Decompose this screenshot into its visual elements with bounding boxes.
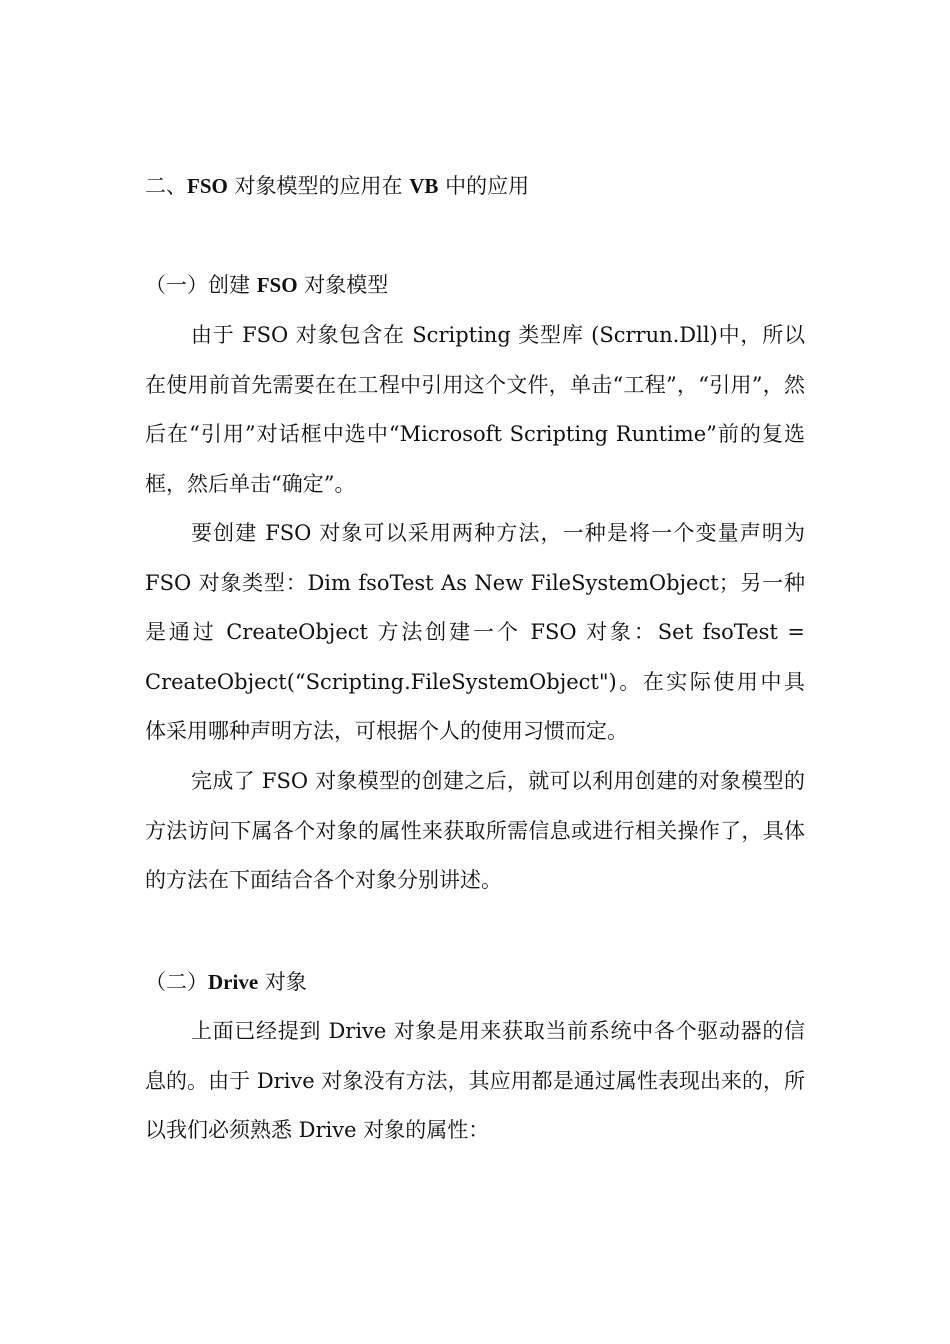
subsection2-bold: Drive [208, 970, 259, 994]
subsection-heading-create-fso [145, 270, 388, 300]
section-heading-vb: VB [409, 174, 439, 198]
subsection-heading-drive [145, 967, 307, 997]
section-heading-prefix: 二、 [145, 174, 187, 198]
subsection2-suffix: 对象 [258, 970, 307, 994]
subsection1-prefix: （一）创建 [145, 273, 257, 297]
paragraph-reference-library: 由于 FSO 对象包含在 Scripting 类型库 (Scrrun.Dll)中，所以在使用前首先需要在在工程中引用这个文件，单击“工程”，“引用”，然后在“引用”对话框中选中“Microsoft Scripting Runtime”前的复选框，然后单击“确定”。 [145, 323, 805, 496]
paragraph-create-methods: 要创建 FSO 对象可以采用两种方法，一种是将一个变量声明为 FSO 对象类型：Dim fsoTest As New FileSystemObject；另一种是通过 CreateObject 方法创建一个 FSO 对象：Set fsoTest = CreateObject(“Scripting.FileSystemObject")。在实际使用中具体采用哪种声明方法，可根据个人的使用习惯而定。 [145, 521, 805, 744]
subsection1-suffix: 对象模型 [297, 273, 389, 297]
section-heading-fso: FSO [187, 174, 228, 198]
subsection2-prefix: （二） [145, 970, 208, 994]
paragraph-drive-object: 上面已经提到 Drive 对象是用来获取当前系统中各个驱动器的信息的。由于 Drive 对象没有方法，其应用都是通过属性表现出来的，所以我们必须熟悉 Drive 对象的属性： [145, 1019, 805, 1143]
paragraph-after-creation: 完成了 FSO 对象模型的创建之后，就可以利用创建的对象模型的方法访问下属各个对象的属性来获取所需信息或进行相关操作了，具体的方法在下面结合各个对象分别讲述。 [145, 769, 805, 893]
section-heading-suffix: 中的应用 [438, 174, 530, 198]
subsection1-bold: FSO [256, 273, 298, 297]
section-heading-middle: 对象模型的应用在 [227, 174, 410, 198]
section-heading [145, 171, 529, 201]
